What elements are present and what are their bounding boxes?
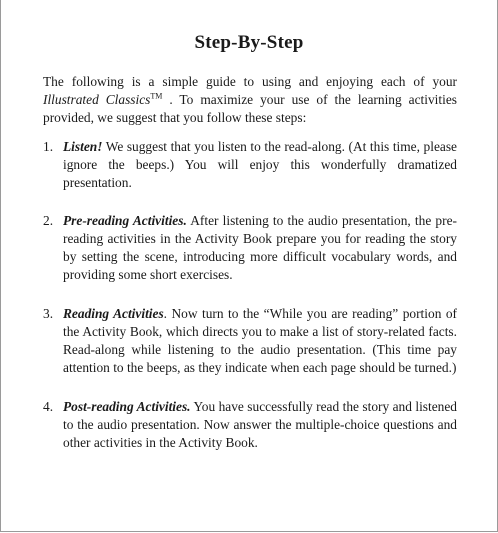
step-heading: Pre-reading Activities. — [63, 213, 187, 228]
step-number: 3. — [43, 306, 54, 321]
step-heading: Reading Activities — [63, 306, 164, 321]
series-name: Illustrated Classics — [43, 92, 151, 107]
step-item-reading — [43, 305, 457, 377]
step-heading: Post-reading Activities. — [63, 399, 191, 414]
intro-text-end: . To maximize your use of the learning activities provided, we suggest that you follow these steps: — [43, 92, 457, 125]
step-item-listen — [43, 138, 457, 192]
step-number: 2. — [43, 213, 54, 228]
step-item-pre-reading — [43, 212, 457, 284]
steps-list — [43, 138, 457, 452]
step-number: 4. — [43, 399, 54, 414]
intro-paragraph — [43, 73, 457, 127]
step-text: . Now turn to the “While you are reading” portion of the Activity Book, which directs you to make a list of story-related facts. Read-along while listening to the audio presentation. (This time pay attention to the beeps, as they indicate when each page should be turned.) — [63, 306, 457, 375]
step-text: You have successfully read the story and listened to the audio presentation. Now answer the multiple-choice questions and other activities in the Activity Book. — [63, 399, 457, 450]
step-text: We suggest that you listen to the read-along. (At this time, please ignore the beeps.) You will enjoy this wonderfully dramatized presentation. — [63, 139, 457, 190]
page-title: Step-By-Step — [194, 32, 304, 53]
step-item-post-reading — [43, 398, 457, 452]
step-heading: Listen! — [63, 139, 103, 154]
step-text: After listening to the audio presentation, the pre-reading activities in the Activity Book prepare you for reading the story by setting the scene, introducing more difficult vocabulary words, and providing some short exercises. — [63, 213, 457, 282]
step-number: 1. — [43, 139, 54, 154]
trademark-mark: TM — [150, 91, 163, 101]
intro-text-start: The following is a simple guide to using and enjoying each of your — [43, 74, 457, 89]
